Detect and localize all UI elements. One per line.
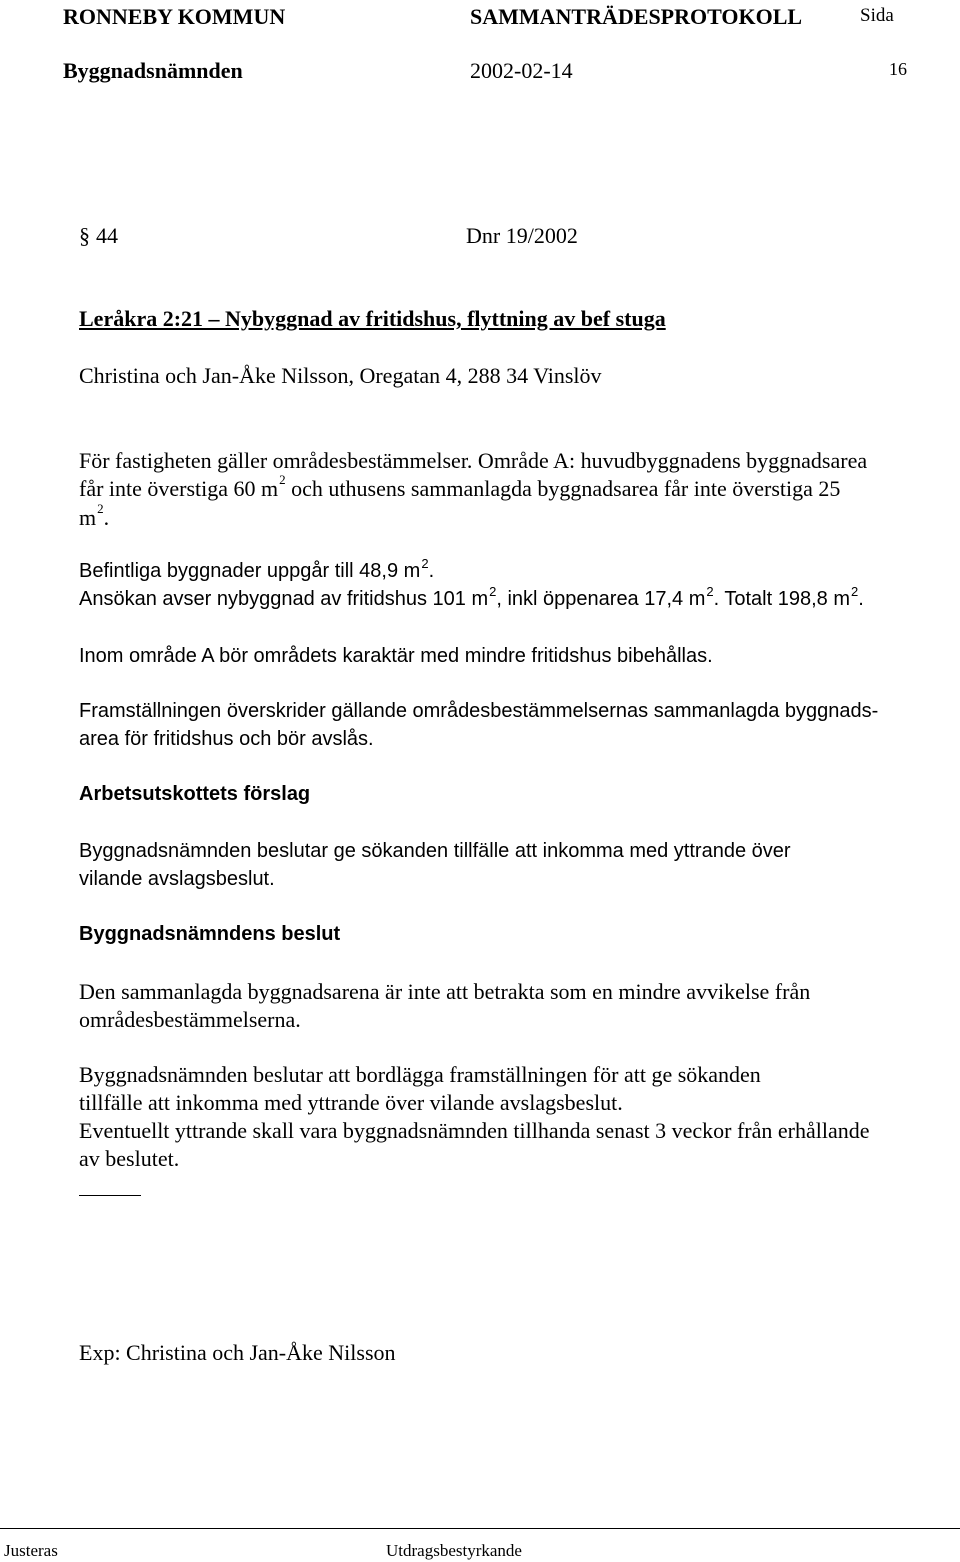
paragraph-1-line-2: får inte överstiga 60 $m^2$ och uthusens sammanlagda byggnadsarea får inte överstiga 25: [79, 472, 841, 501]
page-number: 16: [889, 59, 907, 79]
document-type: SAMMANTRÄDESPROTOKOLL: [470, 4, 803, 29]
meeting-date: 2002-02-14: [470, 58, 573, 83]
page-label: Sida: [860, 5, 894, 26]
municipality-name: RONNEBY KOMMUN: [63, 4, 286, 29]
section-symbol: §: [79, 223, 90, 248]
applicants: Christina och Jan-Åke Nilsson, Oregatan 4, 288 34 Vinslöv: [79, 363, 602, 388]
case-title: Leråkra 2:21 – Nybyggnad av fritidshus, flyttning av bef stuga: [79, 306, 666, 331]
paragraph-2-line-2: Ansökan avser nybyggnad av fritidshus 101 $m^2$, inkl öppenarea 17,4 $m^2$. Totalt 198,8 $m^2$.: [79, 584, 864, 610]
paragraph-6-line-1: Den sammanlagda byggnadsarena är inte att betrakta som en mindre avvikelse från: [79, 979, 811, 1004]
paragraph-5-line-2: vilande avslagsbeslut.: [79, 868, 275, 890]
paragraph-2-line-1: Befintliga byggnader uppgår till 48,9 $m^2$.: [79, 556, 435, 582]
paragraph-3: Inom område A bör områdets karaktär med mindre fritidshus bibehållas.: [79, 645, 713, 667]
case-dnr: Dnr 19/2002: [466, 223, 578, 248]
separator-rule: [79, 1195, 141, 1196]
paragraph-7-line-1: Byggnadsnämnden beslutar att bordlägga framställningen för att ge sökanden: [79, 1062, 761, 1087]
footer-rule: [0, 1528, 960, 1529]
paragraph-6-line-2: områdesbestämmelserna.: [79, 1007, 301, 1032]
page-footer: [0, 1528, 960, 1562]
heading-board-decision: Byggnadsnämndens beslut: [79, 923, 341, 945]
paragraph-4-line-2: area för fritidshus och bör avslås.: [79, 728, 374, 750]
section-number: 44: [96, 223, 118, 248]
paragraph-4-line-1: Framställningen överskrider gällande områdesbestämmelsernas sammanlagda byggnads-: [79, 700, 879, 722]
footer-justeras: Justeras: [4, 1541, 58, 1560]
paragraph-7-line-4: av beslutet.: [79, 1146, 180, 1171]
paragraph-5-line-1: Byggnadsnämnden beslutar ge sökanden tillfälle att inkomma med yttrande över: [79, 840, 791, 862]
committee-name: Byggnadsnämnden: [63, 58, 243, 83]
paragraph-1-line-3: $m^2$.: [79, 501, 110, 530]
heading-working-committee: Arbetsutskottets förslag: [79, 783, 311, 805]
paragraph-7-line-2: tillfälle att inkomma med yttrande över vilande avslagsbeslut.: [79, 1090, 623, 1115]
paragraph-7-line-3: Eventuellt yttrande skall vara byggnadsnämnden tillhanda senast 3 veckor från erhållande: [79, 1118, 870, 1143]
distribution-list: Exp: Christina och Jan-Åke Nilsson: [79, 1340, 396, 1365]
paragraph-1-line-1: För fastigheten gäller områdesbestämmelser. Område A: huvudbyggnadens byggnadsarea: [79, 448, 868, 473]
footer-utdragsbestyrkande: Utdragsbestyrkande: [386, 1541, 522, 1560]
